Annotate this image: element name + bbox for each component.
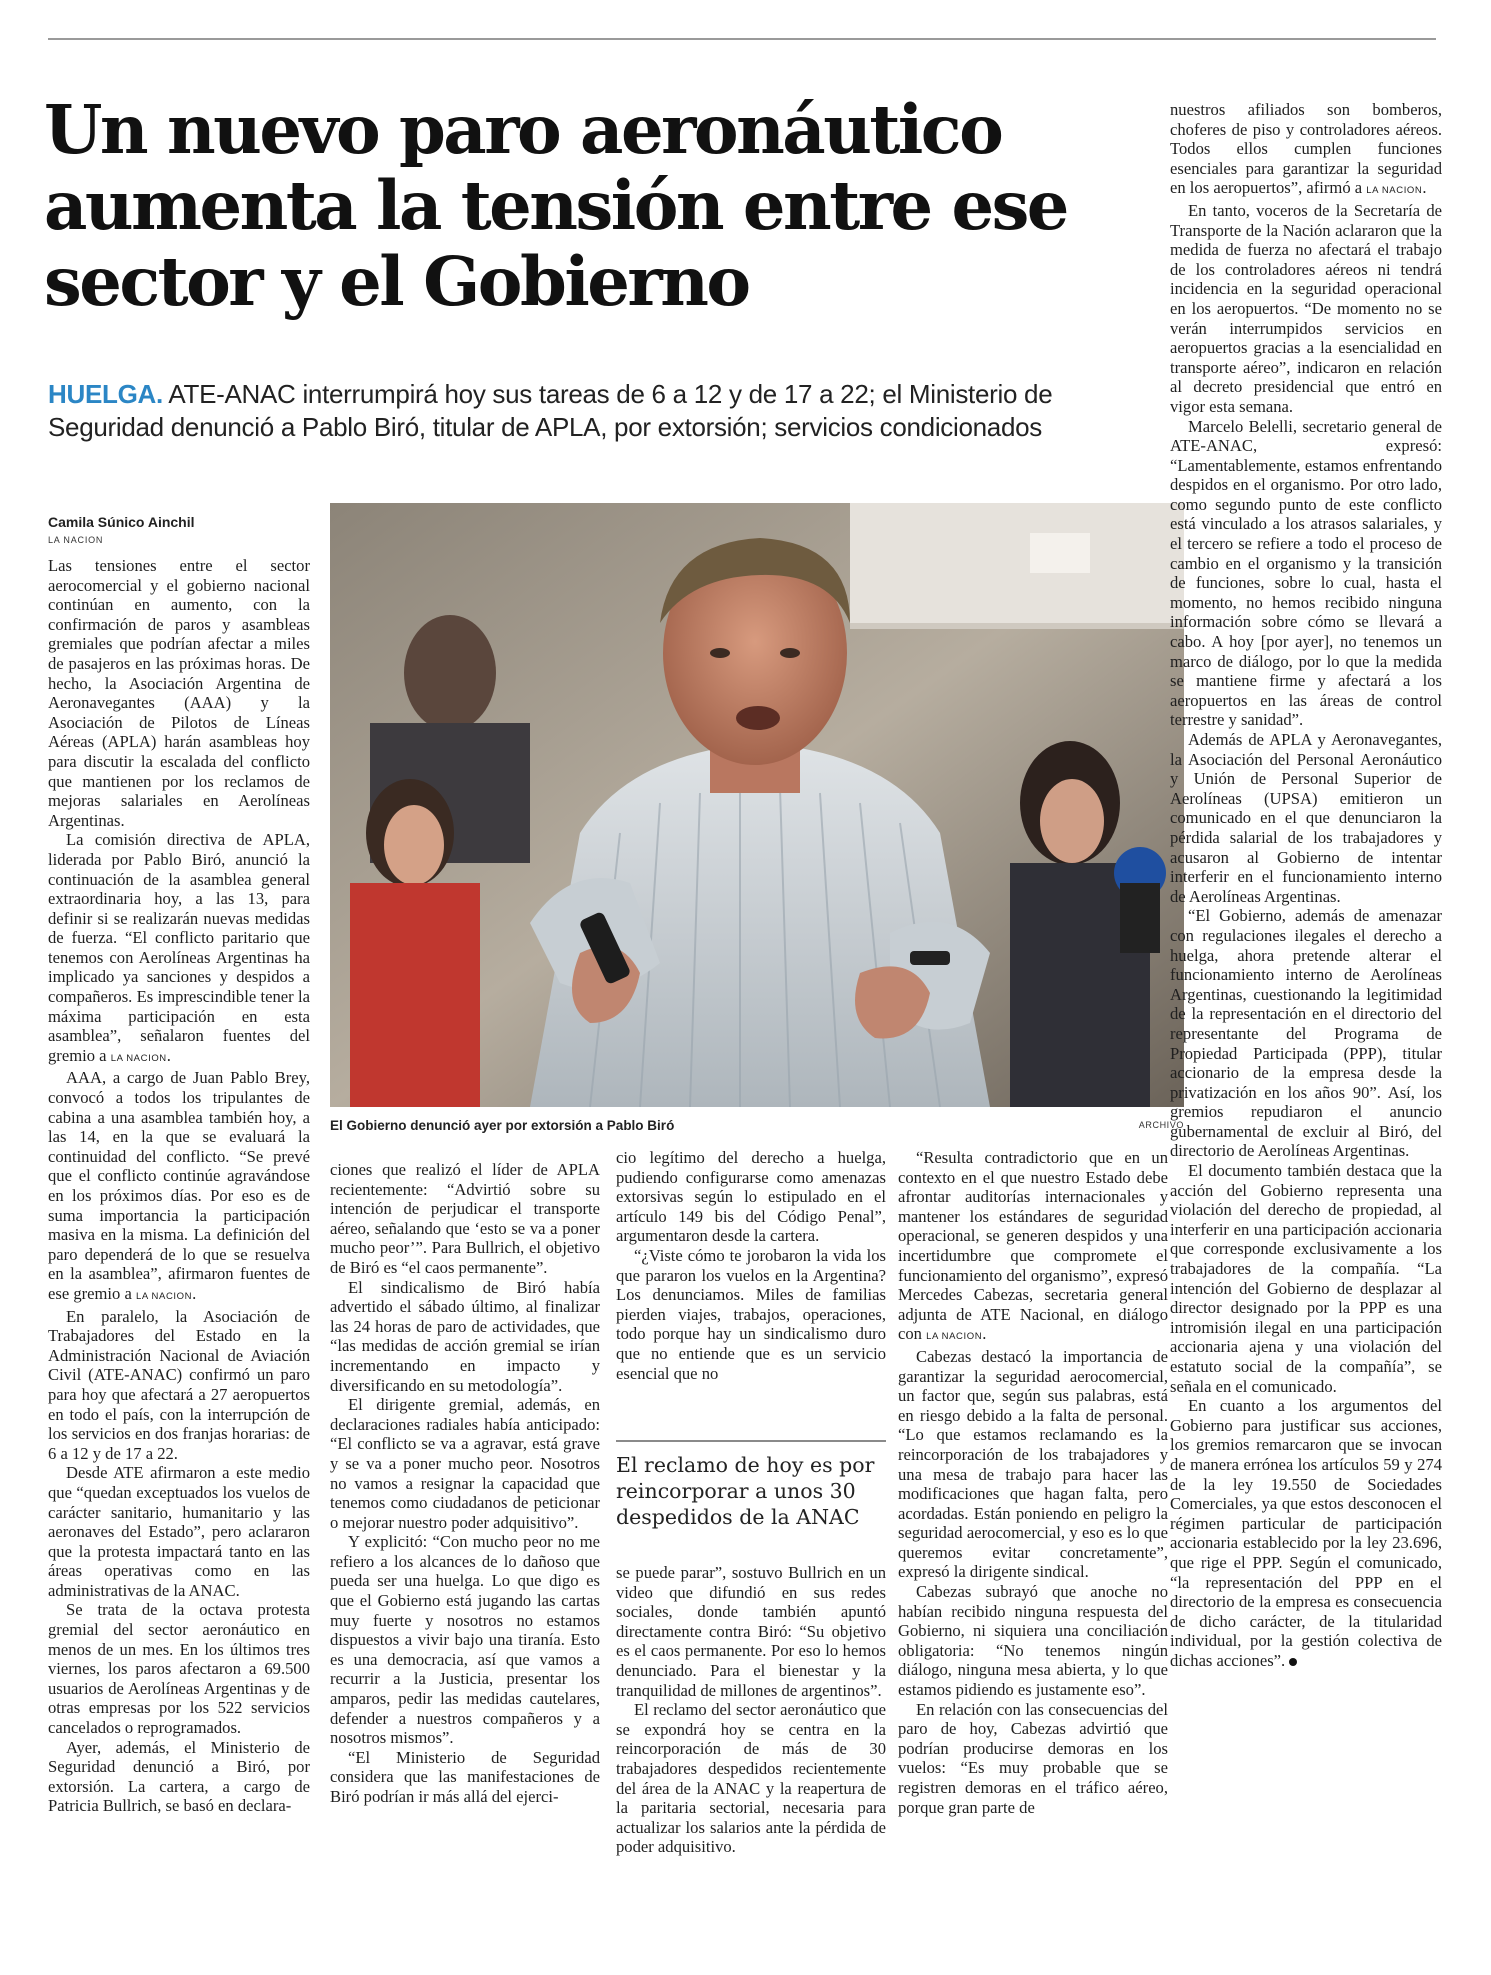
paragraph-text: En cuanto a los argumentos del Gobierno para justificar sus acciones, los gremios remarcaron que se invocan de manera errónea los artículos 59 y 274 de la ley 19.550 de Sociedades Comerciales, ya que estos desconocen el régimen particular de participación accionaria establecido por la ley 23.696, que rige el PPP. Según el comunicado, “la representación del PPP en el directorio de la empresa es consecuencia de dicho carácter, de la titularidad individual, por la gestión colectiva de dichas acciones”. xyxy=(1170,1396,1442,1670)
paragraph: Desde ATE afirmaron a este medio que “quedan exceptuados los vuelos de carácter sanitario, humanitario y las aeronaves del Estado”, pero aclararon que la protesta impactará tanto en las áreas operativas como en las administrativas de la ANAC. xyxy=(48,1463,310,1600)
paragraph: Ayer, además, el Ministerio de Seguridad denunció a Biró, por extorsión. La cartera, a cargo de Patricia Bullrich, se basó en declara- xyxy=(48,1737,310,1816)
article-column-4 xyxy=(898,1148,1168,1958)
byline xyxy=(48,513,318,545)
paragraph: El dirigente gremial, además, en declaraciones radiales había anticipado: “El conflicto se va a agravar, está grave y se va a poner mucho peor. Nosotros no vamos a resignar la capacidad que tenemos como ciudadanos de peticionar o mejorar nuestro poder adquisitivo”. xyxy=(330,1395,600,1532)
paragraph: El documento también destaca que la acción del Gobierno representa una violación del derecho de propiedad, al interferir en una participación accionaria que corresponde exclusivamente a los trabajadores de la compañía. “La intención del Gobierno de desplazar al director designado por la PPP es una intromisión ilegal en una participación accionaria ajena y una violación del estatuto social de la compañía”, se señala en el comunicado. xyxy=(1170,1161,1442,1396)
signature-tag: LA NACION xyxy=(1366,185,1423,197)
paragraph-text: nuestros afiliados son bomberos, choferes de piso y controladores aéreos. Todos ellos cumplen funciones esenciales para garantizar la seguridad en los aeropuertos”, afirmó a xyxy=(1170,100,1442,198)
paragraph: En tanto, voceros de la Secretaría de Transporte de la Nación aclararon que la medida de fuerza no afectará el trabajo de los controladores aéreos ni tendrá incidencia en la seguridad operacional en los aeropuertos. “De momento no se verán interrumpidos servicios en aeropuertos gracias a la esencialidad en transporte aéreo”, indicaron en relación al decreto presidencial que entró en vigor esta semana. xyxy=(1170,200,1442,416)
end-of-article-icon xyxy=(1289,1658,1297,1666)
paragraph xyxy=(1170,1396,1442,1670)
paragraph: “Resulta contradictorio que en un contexto en el que nuestro Estado debe afrontar auditorías internacionales y mantener los estándares de seguridad operacional, se generen despidos y una incertidumbre que compromete el funcionamiento del organismo”, expresó Mercedes Cabezas, secretaria general adjunta de ATE Nacional, en diálogo con LA NACION. xyxy=(898,1148,1168,1344)
paragraph: Marcelo Belelli, secretario general de ATE-ANAC, expresó: “Lamentablemente, estamos enfrentando despidos en el organismo. Por otro lado, como segundo punto de este conflicto está vinculado a los atrasos salariales, y el tercero se refiere a todo el proceso de cambio en el organismo y la transición de funciones, sobre lo cual, hasta el momento, no hemos recibido ninguna información sobre cómo se llevará a cabo. A hoy [por ayer], no tenemos un marco de diálogo, por lo que la medida se mantiene firme y afectará a los aeropuertos en las áreas de control terrestre y sanidad”. xyxy=(1170,416,1442,730)
paragraph: se puede parar”, sostuvo Bullrich en un video que difundió en sus redes sociales, donde también apuntó directamente contra Biró: “Su objetivo es el caos permanente. Por eso lo hemos denunciado. Para el bienestar y la tranquilidad de millones de argentinos”. xyxy=(616,1563,886,1700)
subheadline-text: ATE-ANAC interrumpirá hoy sus tareas de 6 a 12 y de 17 a 22; el Ministerio de Seguridad denunció a Pablo Biró, titular de APLA, por extorsión; servicios condicionados xyxy=(48,379,1053,442)
pullquote-rule xyxy=(616,1440,886,1442)
paragraph: ciones que realizó el líder de APLA recientemente: “Advirtió sobre su intención de perjudicar el transporte aéreo, señalando que ‘esto se va a poner mucho peor’”. Para Bullrich, el objetivo de Biró es “el caos permanente”. xyxy=(330,1160,600,1277)
signature-tag: LA NACION xyxy=(926,1331,983,1343)
news-photo xyxy=(330,503,1184,1107)
signature-tag: LA NACION xyxy=(136,1290,193,1302)
article-column-3 xyxy=(616,1148,886,1444)
top-rule xyxy=(48,38,1436,40)
paragraph-text: La comisión directiva de APLA, liderada por Pablo Biró, anunció la continuación de la asamblea general extraordinaria hoy, a las 13, para definir si se realizarán nuevas medidas de fuerza. “El conflicto paritario que tenemos con Aerolíneas Argentinas ha implicado ya sanciones y despidos a compañeros. Es imprescindible tener la máxima participación en esta asamblea”, señalaron fuentes del gremio a xyxy=(48,830,310,1065)
paragraph: En paralelo, la Asociación de Trabajadores del Estado en la Administración Nacional de Aviación Civil (ATE-ANAC) confirmó un paro para hoy que afectará a 27 aeropuertos en todo el país, con la interrupción de los servicios en dos franjas horarias: de 6 a 12 y de 17 a 22. xyxy=(48,1306,310,1463)
paragraph: “¿Viste cómo te jorobaron la vida los que pararon los vuelos en la Argentina? Los denunciamos. Miles de familias pierden viajes, trabajos, operaciones, todo porque hay un sindicalismo duro que no entiende que es un servicio esencial que no xyxy=(616,1245,886,1383)
outlet-name: LA NACION xyxy=(48,535,104,545)
author-name: Camila Súnico Ainchil xyxy=(48,514,195,530)
paragraph: Las tensiones entre el sector aerocomercial y el gobierno nacional continúan en aumento, con la confirmación de paros y asambleas gremiales que podrían afectar a miles de pasajeros en las próximas horas. De hecho, la Asociación Argentina de Aeronavegantes (AAA) y la Asociación de Pilotos de Líneas Aéreas (APLA) harán asambleas hoy para discutir la escalada del conflicto que mantienen por los reclamos de mejoras salariales en Aerolíneas Argentinas. xyxy=(48,556,310,830)
headline: Un nuevo paro aeronáutico aumenta la tensión entre ese sector y el Gobierno xyxy=(44,90,1067,321)
paragraph: Se trata de la octava protesta gremial del sector aeronáutico en menos de un mes. En los últimos tres viernes, los paros afectaron a 69.500 usuarios de Aerolíneas Argentinas y de otras empresas por los 522 servicios cancelados o reprogramados. xyxy=(48,1600,310,1738)
paragraph: nuestros afiliados son bomberos, choferes de piso y controladores aéreos. Todos ellos cumplen funciones esenciales para garantizar la seguridad en los aeropuertos”, afirmó a LA NACION. xyxy=(1170,100,1442,198)
paragraph: cio legítimo del derecho a huelga, pudiendo configurarse como amenazas extorsivas según lo estipulado en el artículo 149 bis del Código Penal”, argumentaron desde la cartera. xyxy=(616,1148,886,1246)
paragraph: Y explicitó: “Con mucho peor no me refiero a los alcances de lo dañoso que pueda ser una huelga. Lo que digo es que el Gobierno está jugando las cartas muy fuerte y nosotros no estamos dispuestos a vivir bajo una tiranía. Esto es una democracia, así que vamos a recurrir a la Justicia, presentar los amparos, pedir las medidas cautelares, defender a nuestros compañeros y a nosotros mismos”. xyxy=(330,1532,600,1748)
paragraph: Además de APLA y Aeronavegantes, la Asociación del Personal Aeronáutico y Unión de Personal Superior de Aerolíneas (UPSA) emitieron un comunicado en el que denunciaron la pérdida salarial de los trabajadores y acusaron al Gobierno de intentar interferir en el funcionamiento interno de Aerolíneas Argentinas. xyxy=(1170,730,1442,906)
paragraph: “El Gobierno, además de amenazar con regulaciones ilegales el derecho a huelga, ahora pretende alterar el funcionamiento interno de Aerolíneas Argentinas, cuestionando la legitimidad de la representación en el directorio del representante del Programa de Propiedad Participada (PPP), titular accionario de la empresa desde la privatización en los años 90”. Así, los gremios repudiaron el anuncio gubernamental de excluir al Biró, del directorio de Aerolíneas Argentinas. xyxy=(1170,906,1442,1161)
paragraph: Cabezas subrayó que anoche no habían recibido ninguna respuesta del Gobierno, ni siquiera una conciliación obligatoria: “No tenemos ningún diálogo, ninguna mesa abierta, y lo que estamos pidiendo es justamente eso”. xyxy=(898,1582,1168,1700)
article-column-3-continued xyxy=(616,1563,886,1958)
photo-caption: El Gobierno denunció ayer por extorsión a Pablo Biró xyxy=(330,1118,675,1133)
article-column-2 xyxy=(330,1160,600,1958)
pullquote: El reclamo de hoy es por reincorporar a unos 30 despedidos de la ANAC xyxy=(616,1453,875,1529)
paragraph-text: AAA, a cargo de Juan Pablo Brey, convocó a todos los tripulantes de cabina a una asamblea también hoy, a las 14, en la que se evaluará la continuidad del conflicto. “Se prevé que el conflicto continúe agravándose en los próximos días. Por eso es de suma importancia la participación masiva en la misma. La definición del paro dependerá de lo que se resuelva en la asamblea”, afirmaron fuentes de ese gremio a xyxy=(48,1068,310,1303)
paragraph: El reclamo del sector aeronáutico que se expondrá hoy se centra en la reincorporación de más de 30 trabajadores despedidos recientemente del área de la ANAC y la reapertura de la paritaria sectorial, necesaria para actualizar los salarios ante la pérdida de poder adquisitivo. xyxy=(616,1700,886,1857)
article-column-5 xyxy=(1170,100,1442,1958)
kicker: HUELGA. xyxy=(48,379,163,409)
paragraph: AAA, a cargo de Juan Pablo Brey, convocó a todos los tripulantes de cabina a una asamblea también hoy, a las 14, en la que se evaluará la continuidad del conflicto. “Se prevé que el conflicto continúe agravándose en los próximos días. Por eso es de suma importancia la participación masiva en la misma. La definición del paro dependerá de lo que se resuelva en la asamblea”, afirmaron fuentes de ese gremio a LA NACION. xyxy=(48,1068,310,1303)
article-column-1 xyxy=(48,556,310,1958)
signature-tag: LA NACION xyxy=(110,1052,167,1064)
paragraph: El sindicalismo de Biró había advertido el sábado último, al finalizar las 24 horas de paro de actividades, que “las medidas de acción gremial se irían incrementando en impacto y diversificando en su metodología”. xyxy=(330,1277,600,1395)
paragraph: En relación con las consecuencias del paro de hoy, Cabezas advirtió que podrían producirse demoras en los vuelos: “Es muy probable que se registren demoras en el tráfico aéreo, porque gran parte de xyxy=(898,1699,1168,1817)
paragraph-text: “Resulta contradictorio que en un contexto en el que nuestro Estado debe afrontar auditorías internacionales y mantener los estándares de seguridad operacional, se generen despidos y una incertidumbre que compromete el funcionamiento del organismo”, expresó Mercedes Cabezas, secretaria general adjunta de ATE Nacional, en diálogo con xyxy=(898,1148,1168,1344)
paragraph: “El Ministerio de Seguridad considera que las manifestaciones de Biró podrían ir más allá del ejerci- xyxy=(330,1747,600,1806)
subheadline xyxy=(48,378,1148,444)
paragraph: Cabezas destacó la importancia de garantizar la seguridad aerocomercial, un factor que, según sus palabras, está en riesgo debido a la falta de personal. “Lo que estamos reclamando es la reincorporación de los trabajadores y una mesa de trabajo para hacer las modificaciones que hagan falta, pero acordadas. Están poniendo en peligro la seguridad aerocomercial, y eso es lo que queremos evitar concretamente”, expresó la dirigente sindical. xyxy=(898,1346,1168,1582)
photo-credit: ARCHIVO xyxy=(1138,1120,1184,1130)
paragraph: La comisión directiva de APLA, liderada por Pablo Biró, anunció la continuación de la asamblea general extraordinaria hoy, a las 13, para definir si se realizarán nuevas medidas de fuerza. “El conflicto paritario que tenemos con Aerolíneas Argentinas ha implicado ya sanciones y despidos a compañeros. Es imprescindible tener la máxima participación en esta asamblea”, señalaron fuentes del gremio a LA NACION. xyxy=(48,830,310,1065)
